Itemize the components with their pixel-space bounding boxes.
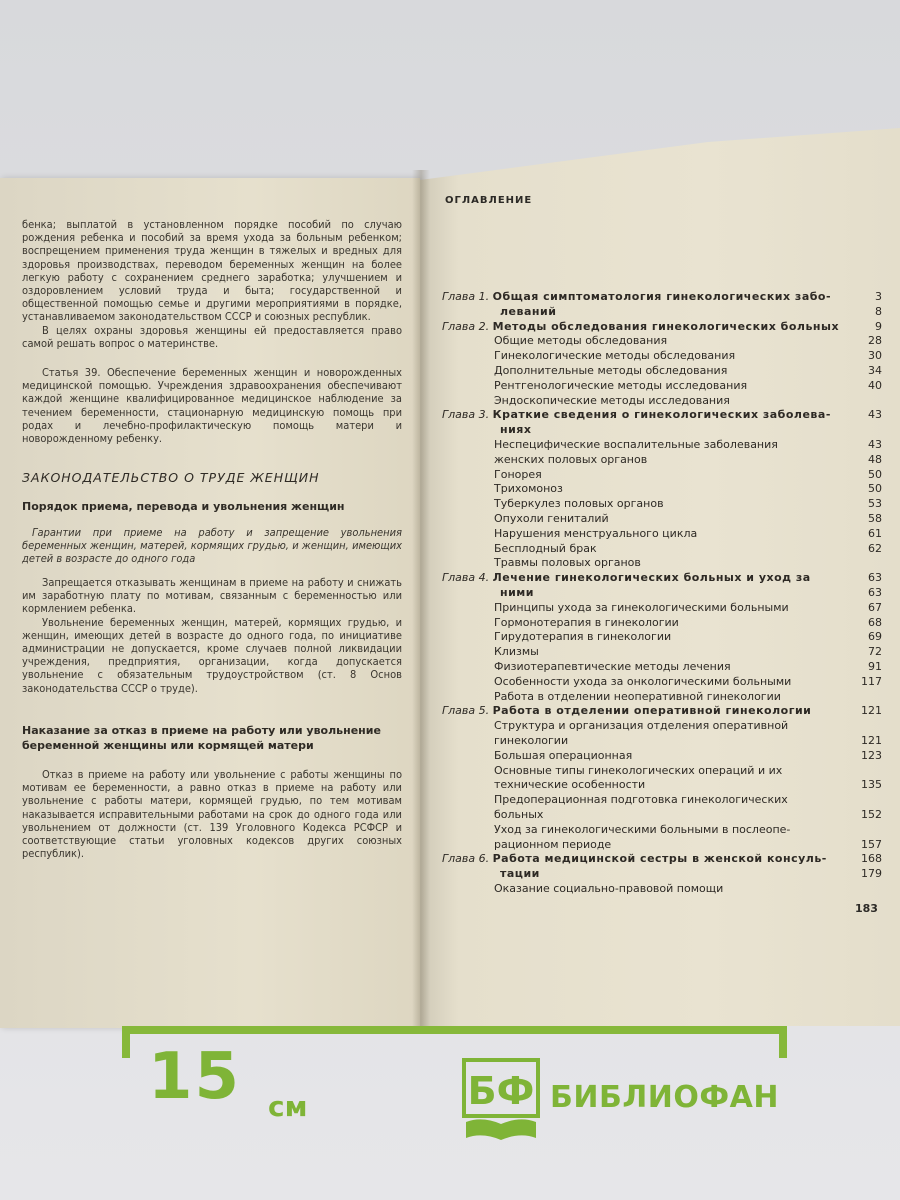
toc-page-number: 121 [861,704,882,718]
toc-label [494,364,727,377]
toc-page-number: 61 [868,526,882,540]
toc-row [442,334,882,347]
toc-label [494,719,788,732]
toc-label [442,290,831,303]
toc-row [442,497,882,510]
toc-chapter-name: Краткие сведения о гинекологических заболева- [492,408,831,422]
toc-row [442,527,882,540]
toc-entry-text: Гирудотерапия в гинекологии [494,630,672,644]
toc-label [494,690,781,703]
toc-label [500,423,531,436]
toc-entry-text: Предоперационная подготовка гинекологических [494,793,788,807]
toc-row [442,394,882,407]
toc-row [442,675,882,688]
toc-page-number: 179 [861,867,882,881]
toc-label [494,497,664,510]
toc-label [494,823,790,836]
toc-entry-text: Туберкулез половых органов [494,497,664,511]
ruler-unit: см [268,1090,308,1123]
toc-entry-text: Большая операционная [494,748,633,762]
toc-page-number: 157 [861,837,882,851]
toc-chapter-tag: Глава 5. [442,704,490,718]
toc-entry-text: больных [494,808,544,821]
toc-label [442,704,811,717]
toc-row [442,586,882,599]
toc-entry-text: Травмы половых органов [494,556,641,570]
toc-chapter-row [442,852,882,865]
toc-row [442,645,882,658]
toc-label [500,586,534,599]
toc-row [442,349,882,362]
table-of-contents [442,290,882,895]
toc-chapter-row [442,408,882,421]
left-paragraph-6 [22,768,402,860]
toc-page-number: 34 [868,364,882,377]
toc-page-number: 28 [868,334,882,348]
toc-page-number: 67 [868,600,882,614]
toc-row [442,542,882,555]
toc-page-number: 40 [868,378,882,392]
toc-entry-text: Трихомоноз [494,482,563,496]
toc-label [494,438,778,451]
toc-page-number: 50 [868,482,882,496]
toc-entry-text: Общие методы обследования [494,334,668,348]
toc-chapter-row [442,704,882,717]
subheading-2: Наказание за отказ в приеме на работу или увольнение беременной женщины или кормящей матери [22,724,381,752]
toc-label [494,468,542,481]
toc-page-number: 123 [861,748,882,762]
toc-row [442,808,882,821]
toc-page-number: 117 [861,674,882,688]
toc-label [442,571,811,584]
article-39 [22,366,402,445]
toc-row [442,719,882,732]
toc-chapter-name: Общая симптоматология гинекологических забо- [492,290,832,303]
toc-row [442,882,882,895]
toc-page-number: 121 [861,734,882,747]
toc-page-number: 50 [868,467,882,481]
toc-entry-text: Дополнительные методы обследования [494,364,728,377]
toc-entry-text: Нарушения менструального цикла [494,526,698,540]
toc-entry-text: тации [500,867,540,881]
toc-label [494,734,568,747]
toc-page-number: 62 [868,541,882,555]
toc-entry-text: Клизмы [494,645,539,659]
toc-page-number: 135 [861,778,882,792]
toc-chapter-tag: Глава 4. [442,571,490,585]
toc-chapter-row [442,290,882,303]
toc-label [442,320,839,333]
toc-entry-text: гинекологии [494,734,569,747]
toc-label [494,527,697,540]
toc-entry-text: Структура и организация отделения оперативной [494,719,789,733]
left-paragraph-1 [22,218,402,350]
toc-entry-text: Рентгенологические методы исследования [494,378,748,392]
toc-page-number: 53 [868,497,882,511]
toc-label [494,838,611,851]
toc-entry-text: Гинекологические методы обследования [494,349,736,363]
toc-entry-text: Работа в отделении неоперативной гинекологии [494,689,781,703]
toc-row [442,512,882,525]
logo-text: БИБЛИОФАН [550,1080,779,1115]
toc-label [494,556,641,569]
toc-row [442,838,882,851]
toc-entry-text: Неспецифические воспалительные заболевания [494,438,778,451]
toc-entry-text: ниях [500,423,532,437]
toc-label [494,334,667,347]
toc-label [494,778,645,791]
toc-label [494,379,747,392]
toc-label [494,764,782,777]
toc-entry-text: Уход за гинекологическими больными в послеопе- [494,822,791,836]
toc-row [442,556,882,569]
left-paragraph-4 [22,576,402,695]
left-text-4: Запрещается отказывать женщинам в приеме на работу и снижать им заработную плату по мотивам, связанным с беременностью или кормлением ребенка. [22,576,402,616]
toc-label [494,660,731,673]
toc-page-number: 8 [875,304,882,318]
toc-row [442,793,882,806]
toc-label [442,852,827,865]
toc-page-number: 69 [868,630,882,644]
toc-row [442,601,882,614]
toc-entry-text: Гонорея [494,467,542,481]
toc-label [494,482,563,495]
toc-page-number: 72 [868,645,882,659]
toc-label [500,867,540,880]
left-text-1: бенка; выплатой в установленном порядке пособий по случаю рождения ребенка и пособий за время ухода за больным ребенком; воспрещением применения труда женщин в тяжелых и вредных для здоровья производствах, переводом беременных женщин на более легкую работу с сохранением среднего заработка; улучшением и оздоровлением условий труда и быта; государственной и общественной помощью семье и другими мероприятиями в порядке, устанавливаемом законодательством СССР и союзных республик. [22,218,402,324]
toc-page-number: 168 [861,852,882,866]
toc-chapter-tag: Глава 1. [442,290,490,303]
toc-entry-text: ними [500,586,535,599]
toc-chapter-tag: Глава 2. [442,319,490,333]
toc-row [442,364,882,377]
toc-entry-text: Особенности ухода за онкологическими больными [494,674,792,688]
toc-row [442,468,882,481]
toc-page-number: 9 [875,319,882,333]
toc-chapter-name: Лечение гинекологических больных и уход за [492,571,811,585]
toc-entry-text: технические особенности [494,778,646,792]
toc-row [442,867,882,880]
toc-label [494,675,791,688]
toc-entry-text: Оказание социально-правовой помощи [494,882,724,895]
toc-page-number: 58 [868,512,882,525]
toc-row [442,616,882,629]
toc-label [494,453,647,466]
subheading-1: Порядок приема, перевода и увольнения женщин [22,500,345,513]
toc-row [442,823,882,836]
toc-page-number: 48 [868,452,882,466]
toc-entry-text: Основные типы гинекологических операций и их [494,763,783,777]
italic-paragraph [22,526,402,566]
left-text-2: В целях охраны здоровья женщины ей предоставляется право самой решать вопрос о материнстве. [22,323,402,350]
page-number: 183 [855,902,878,915]
toc-page-number: 152 [861,808,882,821]
toc-label [494,793,788,806]
toc-entry-text: леваний [500,304,557,318]
toc-chapter-row [442,571,882,584]
toc-row [442,423,882,436]
toc-entry-text: женских половых органов [494,452,648,466]
toc-label [494,645,539,658]
book-gutter [412,170,430,1028]
logo-letters: БФ [467,1069,535,1113]
left-text-5: Увольнение беременных женщин, матерей, кормящих грудью, и женщин, имеющих детей в возрасте до одного года, по инициативе администрации не допускается, кроме случаев полной ликвидации учреждения, предприятия, организации, когда допускается увольнение с обязательным трудоустройством (ст. 8 Основ законодательства СССР о труде). [22,615,402,695]
toc-label [494,808,543,821]
toc-entry-text: Эндоскопические методы исследования [494,393,730,407]
toc-row [442,749,882,762]
toc-row [442,690,882,703]
toc-label [494,882,723,895]
ruler-left-tick [122,1026,130,1058]
toc-page-number: 3 [875,290,882,303]
toc-row [442,630,882,643]
ruler-number: 15 [148,1040,242,1114]
left-page [0,178,420,1028]
toc-page-number: 63 [868,571,882,585]
toc-label [442,408,831,421]
toc-entry-text: Бесплодный брак [494,541,597,555]
bibliofan-logo [462,1058,540,1142]
toc-chapter-tag: Глава 6. [442,852,490,866]
toc-chapter-name: Работа в отделении оперативной гинекологии [492,704,812,718]
toc-page-number: 91 [868,660,882,673]
toc-row [442,482,882,495]
toc-label [494,394,730,407]
toc-label [494,616,679,629]
toc-chapter-name: Методы обследования гинекологических больных [492,319,840,333]
toc-row [442,778,882,791]
toc-row [442,379,882,392]
toc-page-number: 43 [868,438,882,451]
toc-label [494,601,789,614]
toc-label [494,349,735,362]
toc-entry-text: Принципы ухода за гинекологическими больными [494,600,789,614]
section-heading: ЗАКОНОДАТЕЛЬСТВО О ТРУДЕ ЖЕНЩИН [22,470,320,485]
toc-title: ОГЛАВЛЕНИЕ [445,195,533,206]
toc-page-number: 43 [868,408,882,422]
italic-text: Гарантии при приеме на работу и запрещение увольнения беременных женщин, матерей, кормящих грудью, и женщин, имеющих детей в возрасте до одного года [22,526,402,566]
toc-page-number: 30 [868,349,882,363]
toc-row [442,764,882,777]
toc-row [442,734,882,747]
toc-chapter-row [442,320,882,333]
toc-entry-text: Физиотерапевтические методы лечения [494,660,731,673]
toc-entry-text: Гормонотерапия в гинекологии [494,615,679,629]
ruler-right-tick [779,1026,787,1058]
toc-page-number: 68 [868,615,882,629]
toc-label [494,749,632,762]
toc-label [494,542,597,555]
toc-page-number: 63 [868,586,882,599]
toc-row [442,453,882,466]
toc-row [442,438,882,451]
toc-entry-text: Опухоли гениталий [494,512,609,525]
toc-label [500,305,556,318]
toc-chapter-tag: Глава 3. [442,408,490,422]
toc-row [442,660,882,673]
book-icon [462,1058,540,1142]
toc-chapter-name: Работа медицинской сестры в женской консуль- [492,852,827,866]
ruler-bar [122,1026,787,1034]
toc-label [494,630,671,643]
left-text-3: Статья 39. Обеспечение беременных женщин и новорожденных медицинской помощью. Учреждения здравоохранения обеспечивают каждой женщине квалифицированное медицинское наблюдение за течением беременности, стационарную медицинскую помощь при родах и лечебно-профилактическую помощь матери и новорожденному ребенку. [22,366,402,446]
toc-entry-text: рационном периоде [494,837,612,851]
toc-row [442,305,882,318]
left-text-6: Отказ в приеме на работу или увольнение с работы женщины по мотивам ее беременности, а равно отказ в приеме на работу или увольнение с работы матери, кормящей грудью, по тем мотивам наказывается исправительными работами на срок до одного года или увольнением от должности (ст. 139 Уголовного Кодекса РСФСР и соответствующие статьи уголовных кодексов других союзных республик). [22,768,402,861]
toc-label [494,512,609,525]
